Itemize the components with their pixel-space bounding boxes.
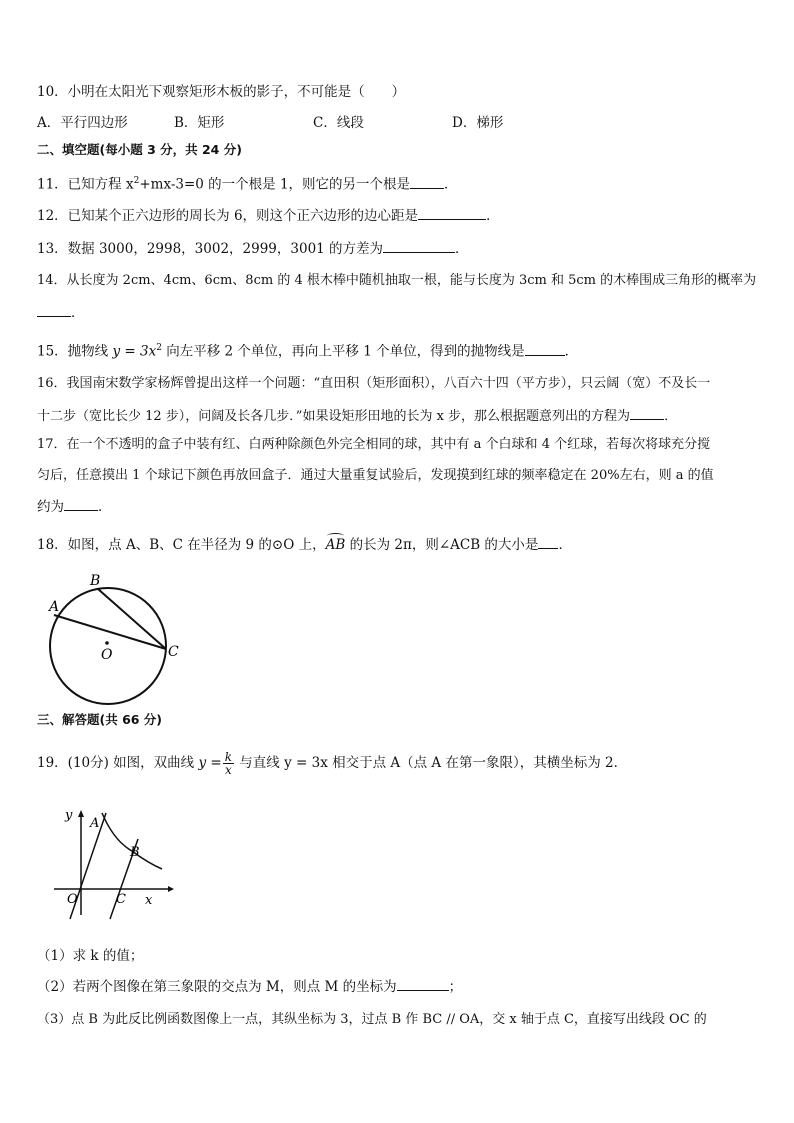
q19-fraction-denominator: x <box>224 763 232 777</box>
q13-end: ． <box>455 241 469 257</box>
q19-fraction <box>223 751 234 776</box>
q19-text-b: 与直线 y = 3x 相交于点 A（点 A 在第一象限），其横坐标为 2． <box>235 755 628 771</box>
q19-part2-text: （2）若两个图像在第三象限的交点为 M，则点 M 的坐标为 <box>37 979 397 995</box>
q10-option-c: C．线段 <box>313 115 364 131</box>
q16-answer-blank[interactable] <box>630 406 664 420</box>
q18-text-b: 的长为 2π，则∠ACB 的大小是 <box>345 537 539 553</box>
q10-option-b: B．矩形 <box>174 115 225 131</box>
chord-ac <box>54 615 166 649</box>
q12 <box>37 206 754 226</box>
q11 <box>37 171 754 195</box>
label-o: O <box>101 647 113 663</box>
q14-end: ． <box>71 305 85 321</box>
q15-end: ． <box>564 343 579 360</box>
q18-end: ． <box>558 537 572 553</box>
label-a: A <box>90 816 100 831</box>
q16-line2 <box>37 406 754 427</box>
q19-part3: （3）点 B 为此反比例函数图像上一点，其纵坐标为 3，过点 B 作 BC // OA，交 x 轴于点 C，直接写出线段 OC 的 <box>37 1012 707 1027</box>
label-c: C <box>116 892 126 907</box>
q17-end: ． <box>98 499 112 515</box>
q18-arc-ab <box>326 535 346 555</box>
q15 <box>37 338 754 362</box>
q19-fraction-numerator: k <box>224 750 232 764</box>
q18 <box>37 535 754 555</box>
q12-end: ． <box>486 208 500 224</box>
q10-option-a: A．平行四边形 <box>37 115 128 131</box>
q11-end: ． <box>444 176 458 193</box>
q17-answer-blank[interactable] <box>64 497 98 511</box>
q19-part2-answer-blank[interactable] <box>397 977 449 991</box>
label-b: B <box>130 845 140 860</box>
q19-part2 <box>37 977 754 997</box>
q17-line3 <box>37 497 754 517</box>
y-axis-arrow-icon <box>78 810 84 817</box>
q14-line1: 14．从长度为 2cm、4cm、6cm、8cm 的 4 根木棒中随机抽取一根，能与长度为 3cm 和 5cm 的木棒围成三角形的概率为 <box>37 273 757 288</box>
q13-text: 13．数据 3000，2998，3002，2999，3001 的方差为 <box>37 241 384 257</box>
q19-graph-figure <box>50 805 175 920</box>
q12-answer-blank[interactable] <box>418 206 486 220</box>
q15-text-b: 向左平移 2 个单位，再向上平移 1 个单位，得到的抛物线是 <box>161 343 525 360</box>
section-3-heading: 三、解答题(共 66 分) <box>37 712 163 727</box>
q10-stem: 10．小明在太阳光下观察矩形木板的影子，不可能是（ ） <box>37 84 406 100</box>
x-axis-arrow-icon <box>168 886 174 892</box>
q19-y-equals: y = <box>198 755 222 771</box>
center-point <box>105 641 109 645</box>
q19-part2-end: ； <box>448 979 463 995</box>
q15-text-a: 15．抛物线 <box>37 343 113 360</box>
arc-mark-icon <box>327 533 345 539</box>
label-y: y <box>65 808 73 823</box>
q13-answer-blank[interactable] <box>383 239 455 253</box>
q12-text: 12．已知某个正六边形的周长为 6，则这个正六边形的边心距是 <box>37 208 419 224</box>
q15-formula: y = 3x <box>112 343 157 360</box>
q18-text-a: 18．如图，点 A、B、C 在半径为 9 的⊙O 上， <box>37 537 326 553</box>
q18-circle-figure <box>40 570 190 710</box>
chord-bc <box>98 589 166 649</box>
q17-line3-text: 约为 <box>37 499 64 515</box>
label-c: C <box>168 644 179 660</box>
q18-answer-blank[interactable] <box>538 535 558 549</box>
q17-line1: 17．在一个不透明的盒子中装有红、白两种除颜色外完全相同的球，其中有 a 个白球和 4 个红球，若每次将球充分搅 <box>37 437 711 452</box>
q19-part1: （1）求 k 的值； <box>37 948 144 964</box>
q13 <box>37 239 754 259</box>
q10-option-d: D．梯形 <box>452 115 504 131</box>
q14-line2 <box>37 303 754 323</box>
q11-text-a: 11．已知方程 x <box>37 176 134 193</box>
hyperbola-curve <box>102 813 162 869</box>
q17-line2: 匀后，任意摸出 1 个球记下颜色再放回盒子．通过大量重复试验后，发现摸到红球的频率稳定在 20%左右，则 a 的值 <box>37 468 714 483</box>
label-a: A <box>49 599 60 615</box>
q11-sup: 2 <box>133 176 140 186</box>
q18-arc-label: AB <box>325 537 346 553</box>
q16-end: ． <box>664 409 678 424</box>
q14-answer-blank[interactable] <box>37 303 71 317</box>
circle-o <box>50 588 166 704</box>
label-o: O <box>67 892 78 907</box>
q16-line2-text: 十二步（宽比长少 12 步），问阔及长各几步．”如果设矩形田地的长为 x 步，那么根据题意列出的方程为 <box>37 409 631 424</box>
q16-line1: 16．我国南宋数学家杨辉曾提出这样一个问题：“直田积（矩形面积），八百六十四（平方步），只云阔（宽）不及长一 <box>37 376 711 391</box>
q15-answer-blank[interactable] <box>525 342 565 356</box>
q19-text-a: 19．(10分) 如图，双曲线 <box>37 755 199 771</box>
q11-answer-blank[interactable] <box>410 175 444 189</box>
q15-sup: 2 <box>156 343 162 353</box>
label-b: B <box>90 573 101 589</box>
label-x: x <box>145 893 153 908</box>
section-2-heading: 二、填空题(每小题 3 分，共 24 分) <box>37 142 242 157</box>
q19-stem <box>37 749 754 777</box>
q11-text-b: +mx-3=0 的一个根是 1，则它的另一个根是 <box>139 176 411 193</box>
